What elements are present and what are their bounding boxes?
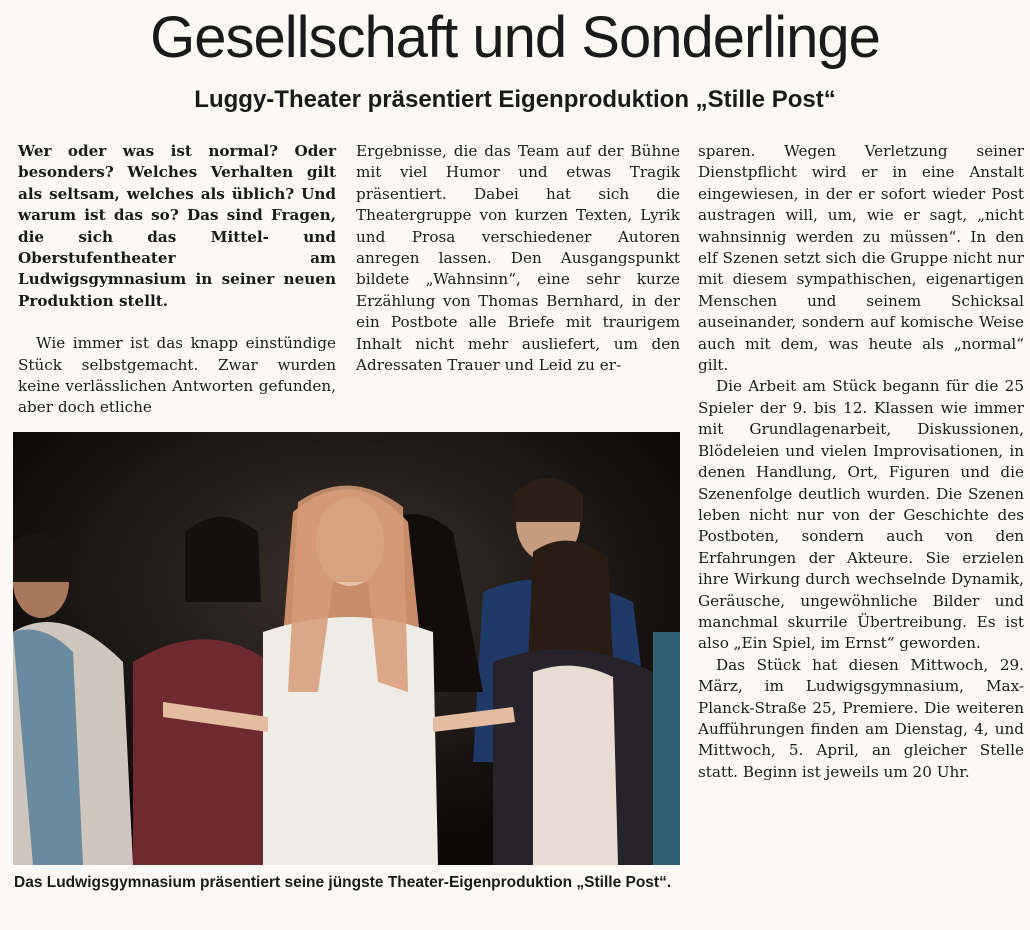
- body-paragraph: sparen. Wegen Verletzung seiner Dienstpflicht wird er in eine Anstalt eingewiesen, in der er sofort wieder Post austragen will, um, wie er sagt, „nicht wahnsinnig werden zu müssen“. In den elf Szenen setzt sich die Gruppe nicht nur mit diesem sympathischen, eigenartigen Menschen und seinem Schicksal auseinander, sondern auf komische Weise auch mit dem, was heute als „normal“ gilt.: [698, 142, 1024, 375]
- body-paragraph: Das Stück hat diesen Mittwoch, 29. März, im Ludwigsgymnasium, Max-Planck-Straße 25, Premiere. Die weiteren Aufführungen finden am Dienstag, 4, und Mittwoch, 5. April, an gleicher Stelle statt. Beginn ist jeweils um 20 Uhr.: [698, 655, 1024, 781]
- headline: Gesellschaft und Sonderlinge: [150, 5, 880, 70]
- photo-caption: Das Ludwigsgymnasium präsentiert seine jüngste Theater-Eigenproduktion „Stille Post“.: [14, 874, 672, 891]
- body-paragraph: Die Arbeit am Stück begann für die 25 Spieler der 9. bis 12. Klassen wie immer mit Grundlagenarbeit, Diskussionen, Blödeleien und vielen Improvisationen, in denen Handlung, Ort, Figuren und die Szenenfolge deutlich wurden. Die Szenen leben nicht nur von der Geschichte des Postboten, sondern auch von den Erfahrungen der Akteure. Sie erzielen ihre Wirkung durch wechselnde Dynamik, Geräusche, ungewöhnliche Bilder und manchmal skurrile Übertreibung. Es ist also „Ein Spiel, im Ernst“ geworden.: [698, 377, 1024, 653]
- body-paragraph: Wie immer ist das knapp einstündige Stück selbstgemacht. Zwar wurden keine verlässlichen Antworten gefunden, aber doch etliche: [18, 334, 336, 417]
- body-paragraph: Ergebnisse, die das Team auf der Bühne mit viel Humor und etwas Tragik präsentiert. Dabei hat sich die Theatergruppe von kurzen Texten, Lyrik und Prosa verschiedener Autoren anregen lassen. Den Ausgangspunkt bildete „Wahnsinn“, eine sehr kurze Erzählung von Thomas Bernhard, in der ein Postbote alle Briefe mit traurigem Inhalt nicht mehr ausliefert, um den Adressaten Trauer und Leid zu er-: [356, 142, 680, 375]
- column-3: [698, 141, 1024, 783]
- actor-edge: [653, 632, 680, 865]
- theater-photo: [13, 432, 680, 865]
- column-1: [18, 141, 336, 419]
- stage-scene-illustration: [13, 432, 680, 865]
- column-2: [356, 141, 680, 376]
- lead-paragraph: Wer oder was ist normal? Oder besonders? Welches Verhalten gilt als seltsam, welches als üblich? Und warum ist das so? Das sind Fragen, die sich das Mittel- und Oberstufentheater am Ludwigsgymnasium in seiner neuen Produktion stellt.: [18, 142, 336, 310]
- subheadline: Luggy-Theater präsentiert Eigenproduktion „Stille Post“: [194, 86, 836, 113]
